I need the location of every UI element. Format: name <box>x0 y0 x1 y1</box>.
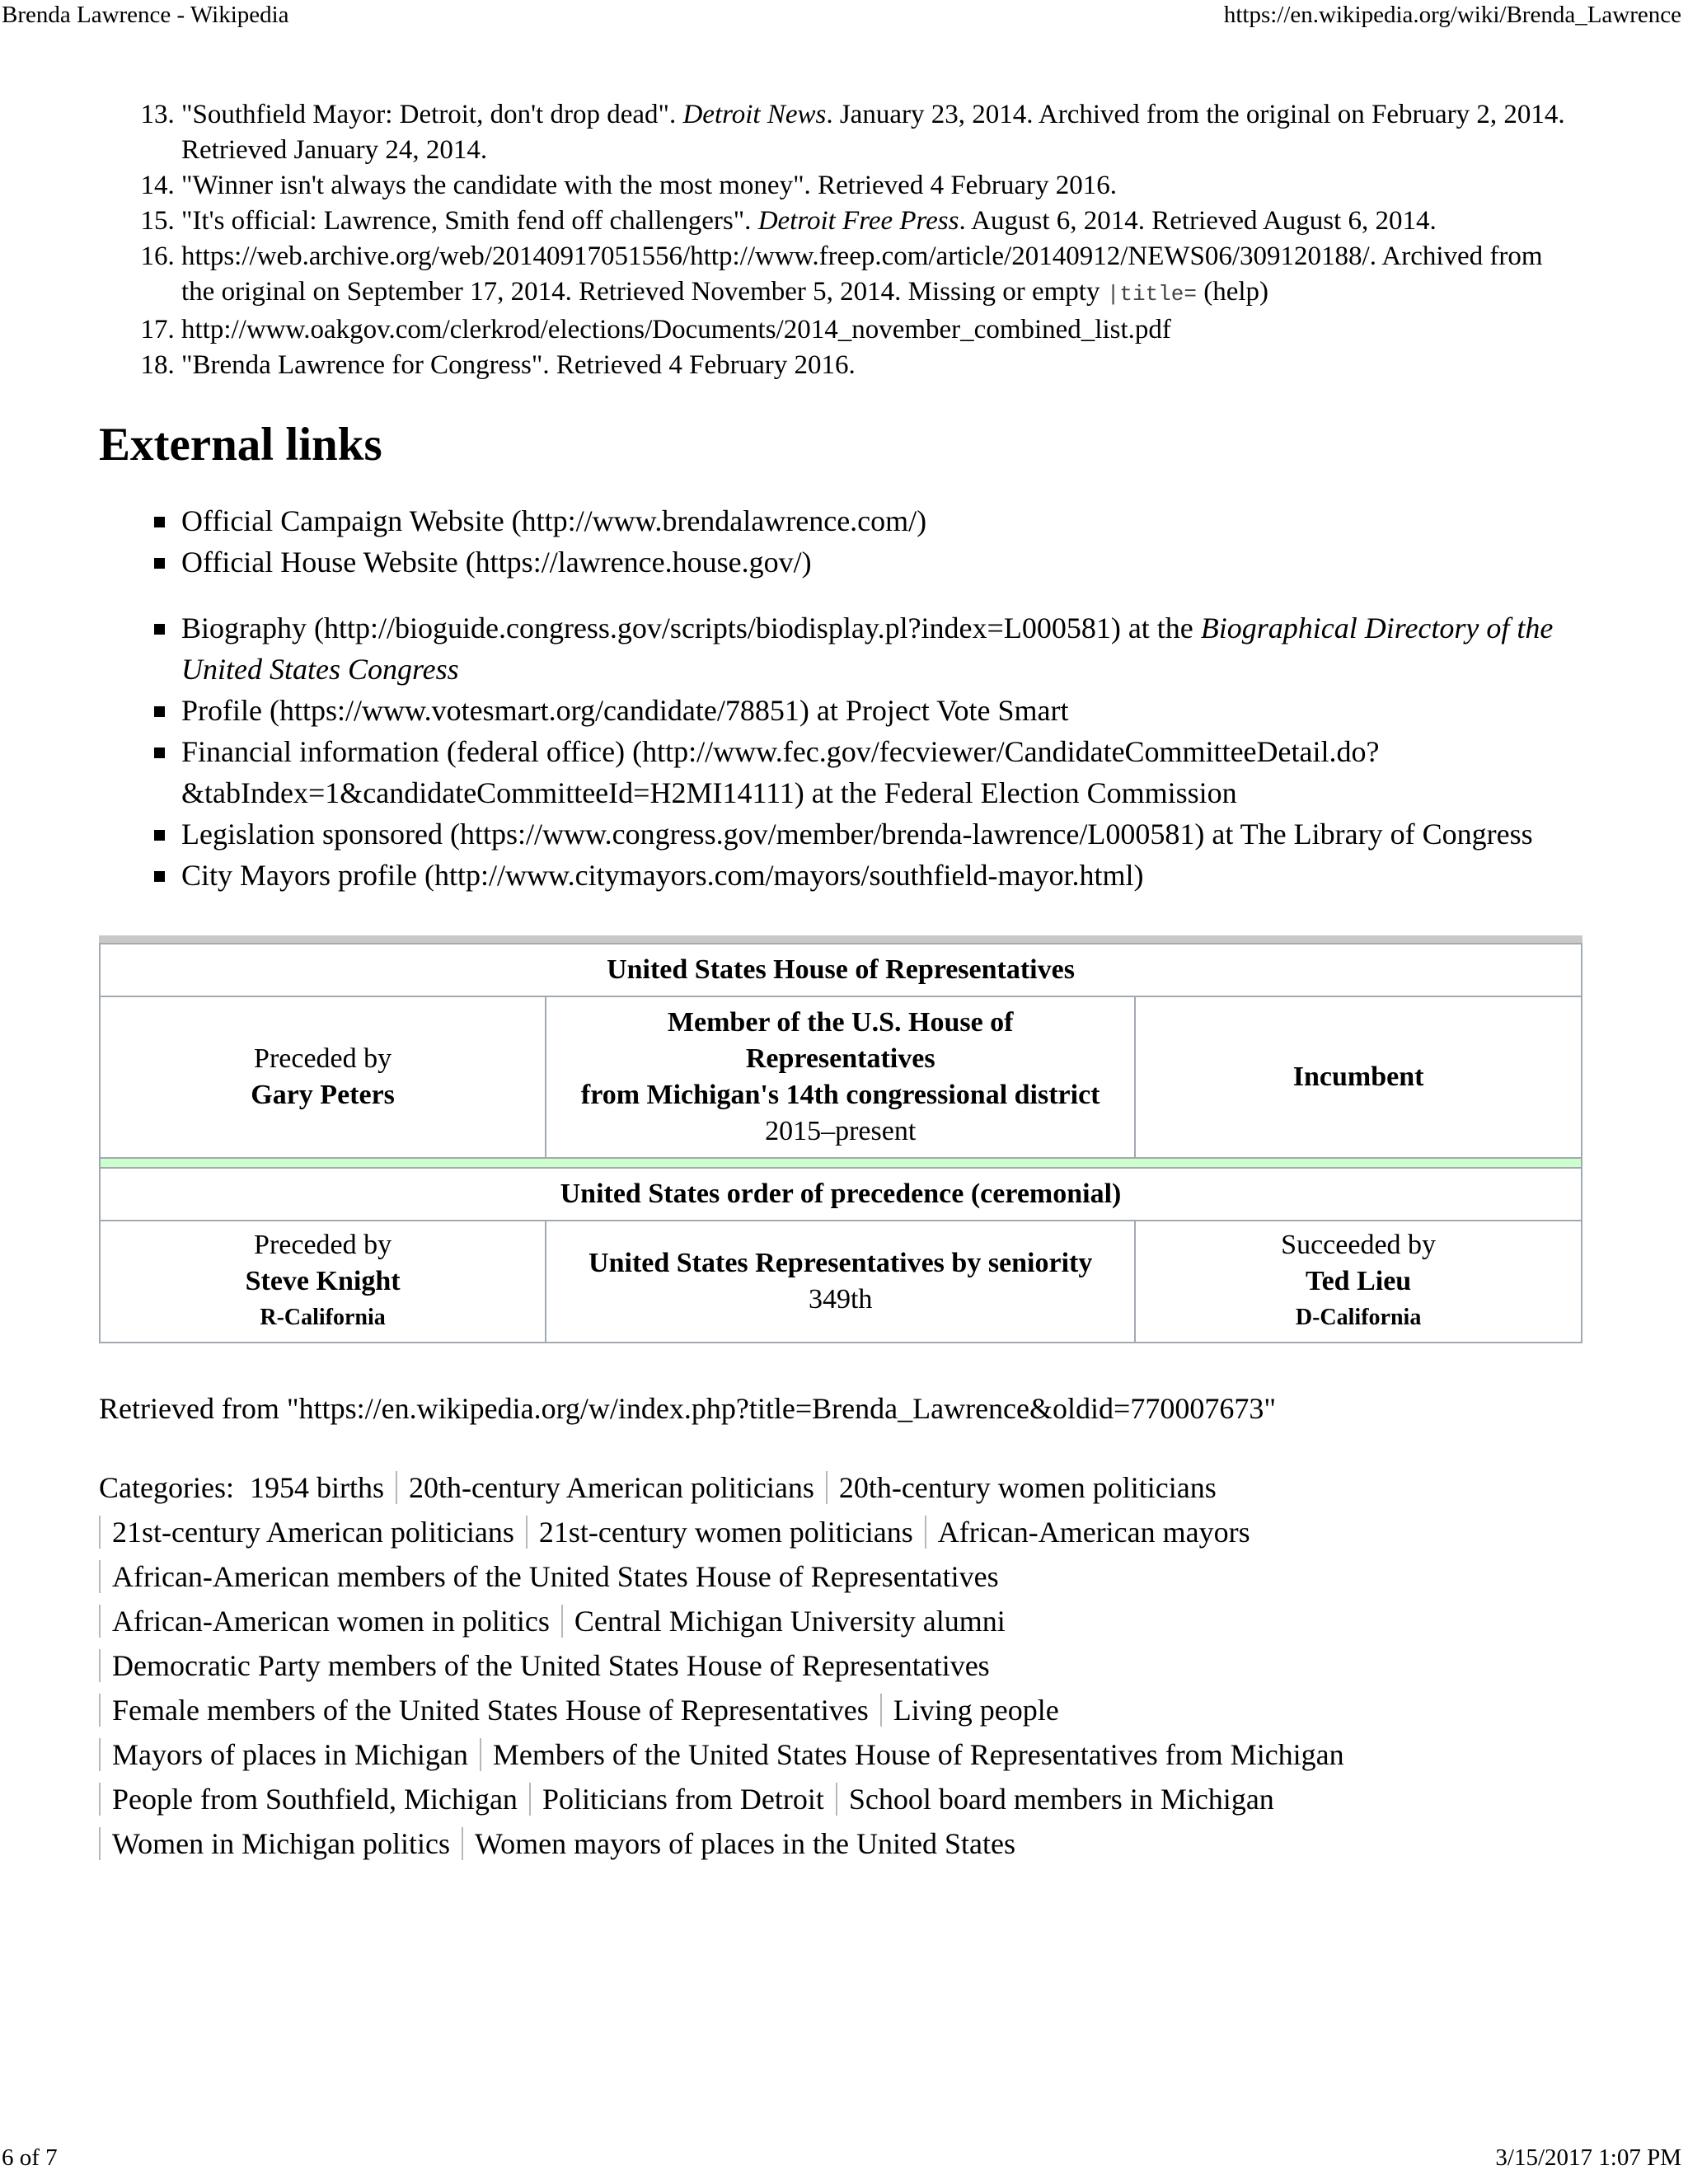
category-line <box>99 1465 1582 1510</box>
external-link[interactable]: Official House Website (https://lawrence.house.gov/) <box>181 541 1582 583</box>
reference-item: 13. "Southfield Mayor: Detroit, don't drop dead". Detroit News. January 23, 2014. Archived from the original on February 2, 2014. Retrieved January 24, 2014. <box>181 97 1582 168</box>
category-line <box>99 1777 1582 1821</box>
category-link[interactable]: 20th-century American politicians <box>408 1471 814 1504</box>
external-link[interactable]: Legislation sponsored (https://www.congress.gov/member/brenda-lawrence/L000581) at The Library of Congress <box>181 813 1550 855</box>
category-link[interactable]: Mayors of places in Michigan <box>112 1738 468 1771</box>
external-link[interactable]: City Mayors profile (http://www.citymayors.com/mayors/southfield-mayor.html) <box>181 855 1582 896</box>
preceded-by-cell: Preceded by Steve Knight R-California <box>100 1221 546 1343</box>
category-line <box>99 1554 1582 1599</box>
reference-link[interactable]: http://www.oakgov.com/clerkrod/elections/Documents/2014_november_combined_list.pdf <box>181 315 1171 344</box>
category-line <box>99 1643 1582 1688</box>
external-links-heading: External links <box>99 419 382 471</box>
references-list <box>99 97 1582 383</box>
external-link[interactable]: Profile (https://www.votesmart.org/candidate/78851) at Project Vote Smart <box>181 690 1582 731</box>
succeeded-by-cell: Incumbent <box>1135 996 1582 1158</box>
successor-link[interactable]: Ted Lieu <box>1306 1266 1412 1296</box>
category-link[interactable]: Central Michigan University alumni <box>574 1605 1006 1638</box>
category-link[interactable]: Women in Michigan politics <box>112 1827 451 1860</box>
category-link[interactable]: African-American members of the United States House of Representatives <box>112 1560 999 1593</box>
house-heading: United States House of Representatives <box>100 944 1582 996</box>
reference-item: 14. "Winner isn't always the candidate with the most money". Retrieved 4 February 2016. <box>181 168 1582 204</box>
category-link[interactable]: Politicians from Detroit <box>542 1783 824 1816</box>
help-link[interactable]: (help) <box>1196 277 1268 307</box>
category-line <box>99 1510 1582 1554</box>
category-link[interactable]: School board members in Michigan <box>848 1783 1274 1816</box>
category-link[interactable]: 21st-century American politicians <box>112 1516 514 1549</box>
precedence-heading: United States order of precedence (ceremonial) <box>100 1168 1582 1221</box>
reference-link[interactable]: https://web.archive.org/web/20140917051556/http://www.freep.com/article/20140912/NEWS06/309120188/. Archived from the original on September 17, 2014. Retrieved November 5, 2014. Missing or empty <box>181 241 1543 307</box>
authority-links-list <box>99 607 1582 896</box>
category-line <box>99 1821 1582 1866</box>
term: 2015–present <box>765 1116 917 1146</box>
category-line <box>99 1732 1582 1777</box>
district-link[interactable]: from Michigan's 14th congressional district <box>580 1080 1100 1110</box>
print-datetime: 3/15/2017 1:07 PM <box>1495 2144 1681 2171</box>
citation-code: |title= <box>1106 282 1197 307</box>
retrieved-from: Retrieved from "https://en.wikipedia.org/w/index.php?title=Brenda_Lawrence&oldid=770007673" <box>99 1392 1277 1425</box>
seniority-link[interactable]: United States Representatives by seniority <box>588 1248 1093 1278</box>
category-link[interactable]: 21st-century women politicians <box>538 1516 913 1549</box>
succeeded-by-cell: Succeeded by Ted Lieu D-California <box>1135 1221 1582 1343</box>
rank: 349th <box>808 1284 873 1315</box>
category-link[interactable]: 1954 births <box>249 1471 384 1504</box>
predecessor-link[interactable]: Gary Peters <box>251 1080 395 1110</box>
print-footer <box>0 2144 1688 2177</box>
page-title: Brenda Lawrence - Wikipedia <box>2 2 289 28</box>
categories-box <box>99 1465 1582 1866</box>
office-cell <box>546 996 1135 1158</box>
category-line <box>99 1688 1582 1732</box>
category-link[interactable]: 20th-century women politicians <box>838 1471 1217 1504</box>
category-link[interactable]: Democratic Party members of the United States House of Representatives <box>112 1649 990 1682</box>
category-link[interactable]: Living people <box>893 1694 1059 1727</box>
category-link[interactable]: People from Southfield, Michigan <box>112 1783 518 1816</box>
external-link[interactable]: Financial information (federal office) (http://www.fec.gov/fecviewer/CandidateCommitteeDetail.do?&tabIndex=1&candidateCommitteeId=H2MI14111) at the Federal Election Commission <box>181 731 1517 813</box>
divider-bar <box>100 1158 1582 1168</box>
office-cell <box>546 1221 1135 1343</box>
category-link[interactable]: Members of the United States House of Representatives from Michigan <box>492 1738 1344 1771</box>
predecessor-link[interactable]: Steve Knight <box>245 1266 401 1296</box>
succession-box <box>99 935 1582 1343</box>
reference-item: 18. "Brenda Lawrence for Congress". Retrieved 4 February 2016. <box>181 348 1582 383</box>
categories-label[interactable]: Categories: <box>99 1471 234 1504</box>
party-label: D-California <box>1295 1305 1422 1330</box>
external-link[interactable]: Official Campaign Website (http://www.brendalawrence.com/) <box>181 500 1582 541</box>
print-header <box>0 2 1688 35</box>
preceded-by-cell: Preceded by Gary Peters <box>100 996 546 1158</box>
reference-item <box>181 239 1582 312</box>
page-number: 6 of 7 <box>2 2144 58 2171</box>
office-title-link[interactable]: Member of the U.S. House of Representatives <box>667 1007 1014 1074</box>
category-link[interactable]: Women mayors of places in the United States <box>475 1827 1015 1860</box>
category-link[interactable]: Female members of the United States House of Representatives <box>112 1694 869 1727</box>
reference-item: 15. "It's official: Lawrence, Smith fend off challengers". Detroit Free Press. August 6, 2014. Retrieved August 6, 2014. <box>181 204 1582 239</box>
reference-item <box>181 312 1582 348</box>
external-links-list <box>99 500 1582 583</box>
page-url: https://en.wikipedia.org/wiki/Brenda_Lawrence <box>1223 2 1681 28</box>
party-label: R-California <box>260 1305 386 1330</box>
category-link[interactable]: African-American women in politics <box>112 1605 550 1638</box>
category-link[interactable]: African-American mayors <box>937 1516 1250 1549</box>
external-link[interactable]: Biography (http://bioguide.congress.gov/scripts/biodisplay.pl?index=L000581) at the Biographical Directory of the United States Congress <box>181 607 1582 690</box>
article-content <box>99 97 1582 1866</box>
category-line <box>99 1599 1582 1643</box>
